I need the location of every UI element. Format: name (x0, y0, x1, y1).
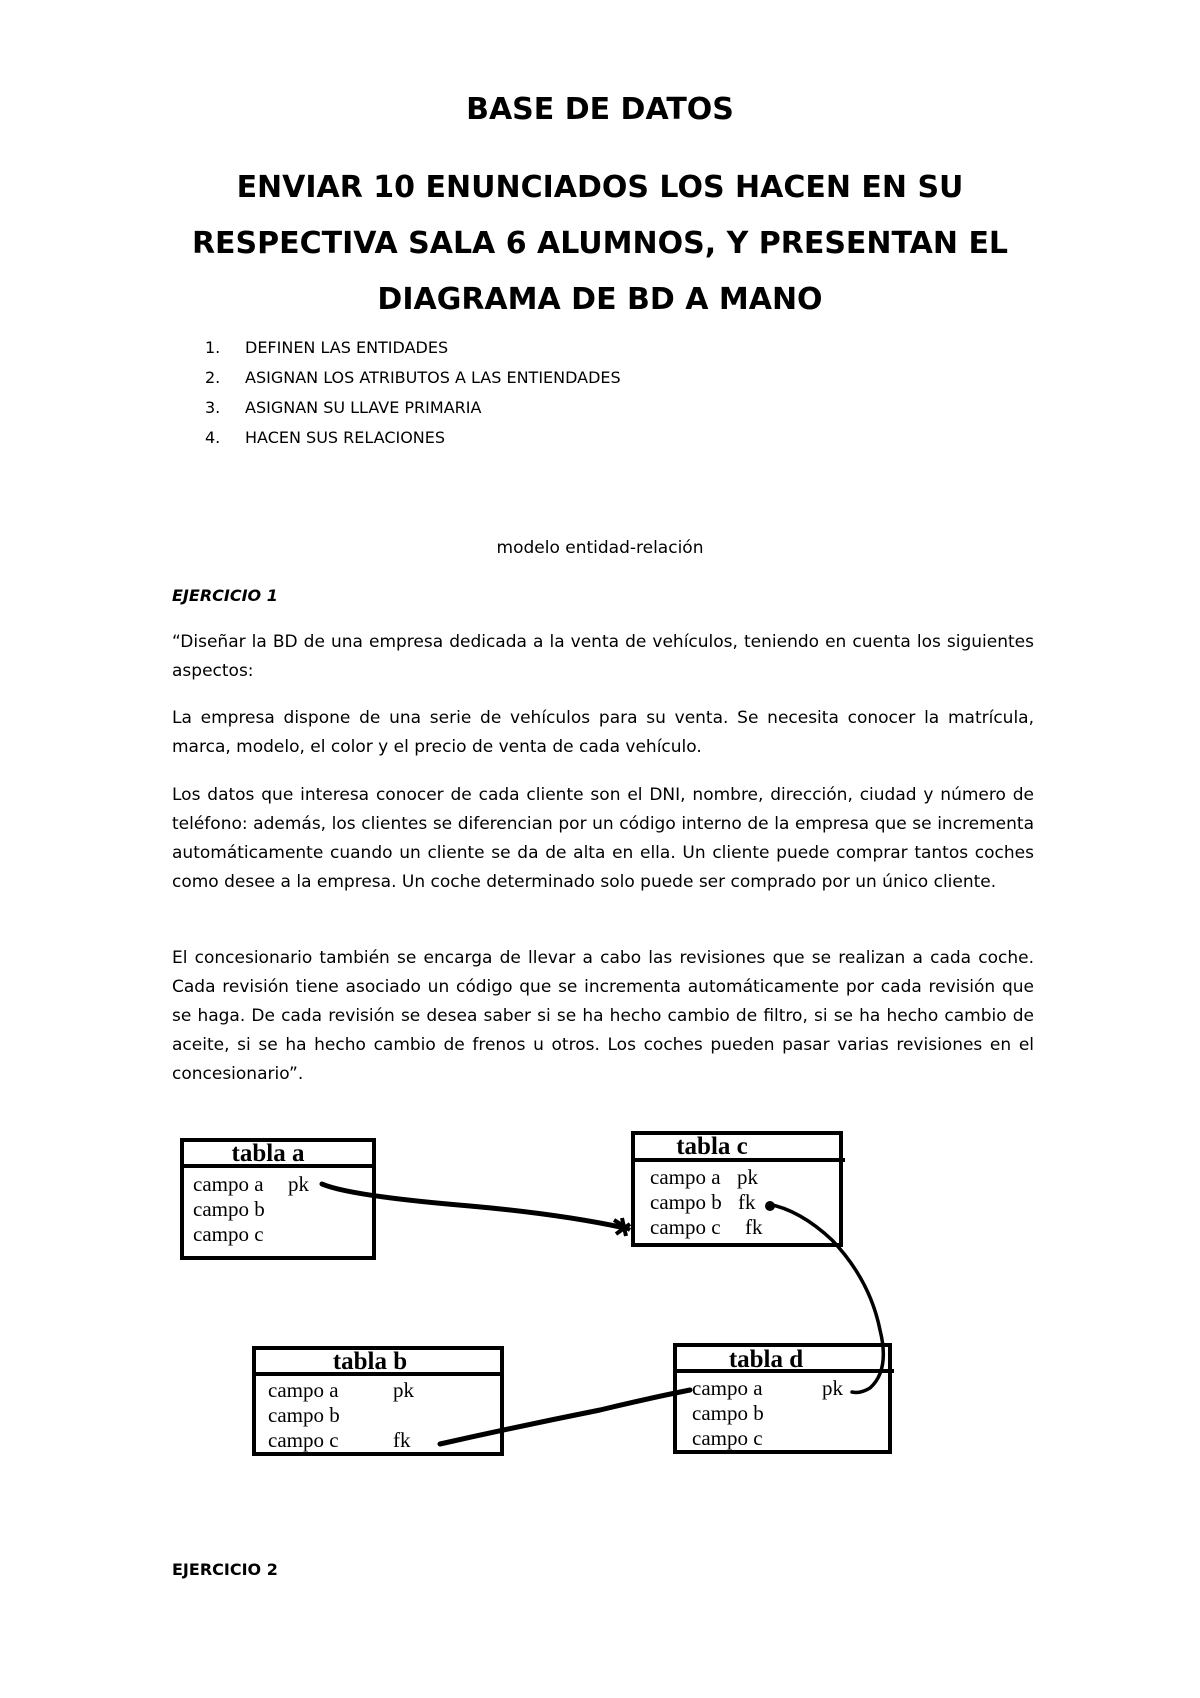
relation-endpoint-c (765, 1201, 775, 1211)
step-text: ASIGNAN SU LLAVE PRIMARIA (245, 398, 482, 417)
assignment-heading-line-1: ENVIAR 10 ENUNCIADOS LOS HACEN EN SU (236, 170, 964, 205)
field-key: fk (745, 1215, 763, 1239)
relation-line-a-c (322, 1184, 625, 1228)
field-key: pk (288, 1172, 309, 1196)
field-name: campo a (692, 1376, 763, 1400)
field-name: campo a (193, 1172, 264, 1196)
table-title: tabla b (332, 1348, 408, 1375)
field-key: fk (393, 1428, 411, 1452)
step-text: HACEN SUS RELACIONES (245, 428, 446, 447)
exercise-1-paragraph-2: La empresa dispone de una serie de vehículos para su venta. Se necesita conocer la matrícula, marca, modelo, el color y el precio de venta de cada vehículo. (172, 708, 1034, 757)
step-number: 1. (205, 338, 221, 357)
field-name: campo c (692, 1426, 763, 1450)
exercise-1-label: EJERCICIO 1 (172, 586, 278, 605)
field-name: campo c (650, 1215, 721, 1239)
assignment-heading (0, 160, 1200, 328)
table-d (675, 1345, 894, 1452)
step-number: 2. (205, 368, 221, 387)
step-text: DEFINEN LAS ENTIDADES (245, 338, 449, 357)
step-number: 3. (205, 398, 221, 417)
step-item (205, 333, 621, 363)
field-name: campo b (650, 1190, 722, 1214)
field-name: campo a (268, 1378, 339, 1402)
step-number: 4. (205, 428, 221, 447)
field-key: fk (738, 1190, 756, 1214)
field-key: pk (737, 1165, 758, 1189)
document-title: BASE DE DATOS (466, 92, 734, 127)
exercise-1-paragraph-3: Los datos que interesa conocer de cada cliente son el DNI, nombre, dirección, ciudad y número de teléfono: además, los clientes se diferencian por un código interno de la empresa que se incrementa automáticamente cuando un cliente se da de alta en ella. Un cliente puede comprar tantos coches como desee a la empresa. Un coche determinado solo puede ser comprado por un único cliente. (172, 785, 1034, 892)
er-diagram (0, 1100, 1200, 1480)
exercise-1-paragraph-1: “Diseñar la BD de una empresa dedicada a la venta de vehículos, teniendo en cuenta los siguientes aspectos: (172, 632, 1034, 681)
field-name: campo b (193, 1197, 265, 1221)
field-name: campo c (268, 1428, 339, 1452)
relation-line-b-d (440, 1390, 690, 1444)
table-title: tabla c (676, 1133, 748, 1160)
field-name: campo a (650, 1165, 721, 1189)
step-text: ASIGNAN LOS ATRIBUTOS A LAS ENTIENDADES (245, 368, 621, 387)
table-a (182, 1140, 374, 1258)
field-key: pk (822, 1376, 843, 1400)
step-item (205, 423, 621, 453)
table-c (633, 1133, 845, 1245)
assignment-heading-line-2: RESPECTIVA SALA 6 ALUMNOS, Y PRESENTAN EL (191, 226, 1009, 261)
step-item (205, 393, 621, 423)
field-name: campo b (692, 1401, 764, 1425)
table-title: tabla a (231, 1140, 305, 1167)
table-title: tabla d (728, 1346, 804, 1373)
field-name: campo b (268, 1403, 340, 1427)
step-item (205, 363, 621, 393)
exercise-1-paragraph-4: El concesionario también se encarga de llevar a cabo las revisiones que se realizan a cada coche. Cada revisión tiene asociado un código que se incrementa automáticamente por cada revisión que se haga. De cada revisión se desea saber si se ha hecho cambio de filtro, si se ha hecho cambio de aceite, si se ha hecho cambio de frenos u otros. Los coches pueden pasar varias revisiones en el concesionario”. (172, 948, 1034, 1084)
field-name: campo c (193, 1222, 264, 1246)
assignment-heading-line-3: DIAGRAMA DE BD A MANO (377, 282, 823, 317)
steps-list (205, 333, 621, 453)
field-key: pk (393, 1378, 414, 1402)
exercise-2-label: EJERCICIO 2 (172, 1560, 278, 1579)
section-title: modelo entidad-relación (496, 538, 704, 558)
